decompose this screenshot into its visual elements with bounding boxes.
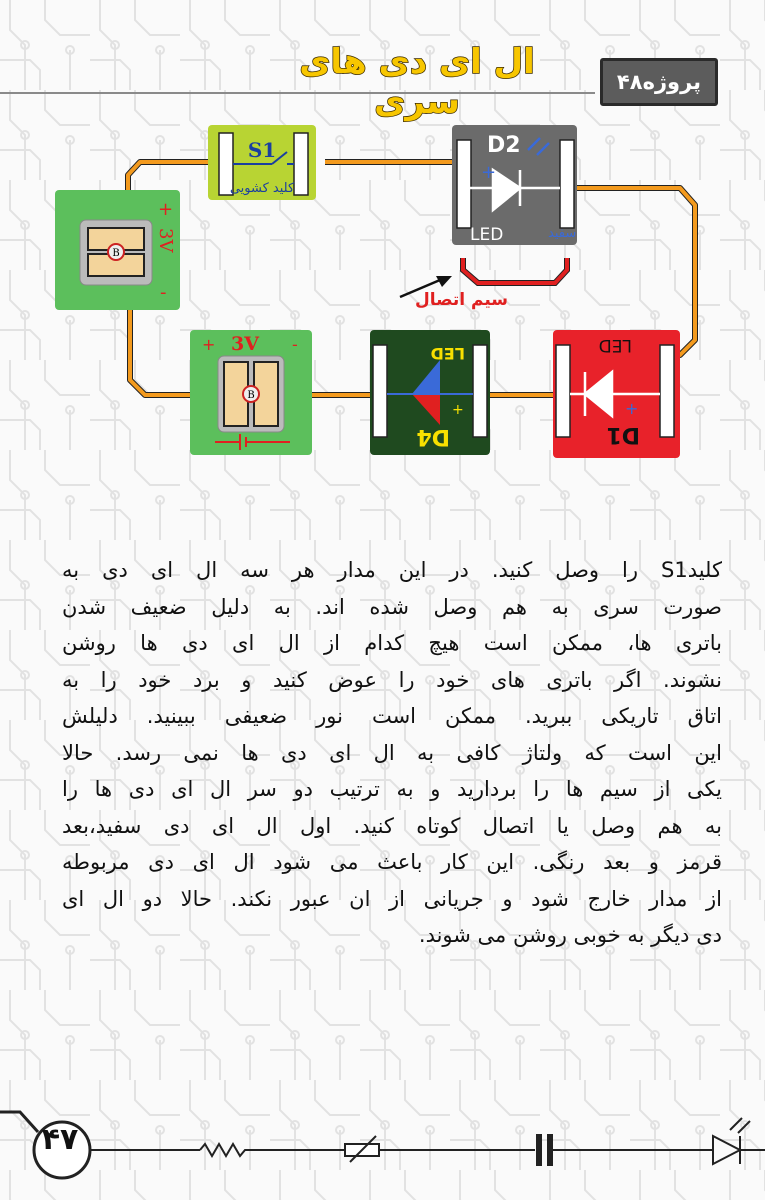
page-number: ۴۷: [41, 1122, 79, 1157]
battery-left-board: [55, 190, 180, 310]
diagram-label: سفید: [548, 226, 577, 241]
circuit-diagram: [0, 110, 765, 470]
diagram-label: +: [158, 199, 174, 220]
led-d2-board: [452, 125, 577, 245]
diagram-label: 3V: [231, 333, 259, 355]
switch-name: S1: [247, 138, 277, 162]
text-line: قرمز و بعد رنگی. این کار باعث می شود ال ای دی مربوطه: [62, 850, 722, 874]
led-symbol-icon: [713, 1118, 765, 1164]
diagram-label: D2: [487, 133, 521, 158]
text-line: این است که ولتاژ کافی به ال ای دی ها نمی رسد. حالا: [62, 740, 722, 765]
diagram-label: D1: [606, 422, 640, 447]
diagram-label: -: [292, 335, 298, 354]
text-line: دی دیگر به خوبی روشن می شوند.: [418, 923, 722, 947]
instructions-paragraph: [62, 552, 722, 954]
diagram-label: B: [112, 248, 120, 259]
diagram-label: +: [481, 162, 497, 183]
diagram-label: +: [452, 402, 464, 418]
page-title: ال ای دی های سری: [299, 42, 535, 122]
diagram-label: LED: [598, 335, 632, 355]
text-line: کلیدS1 را وصل کنید. در این مدار هر سه ال ای دی به: [62, 558, 722, 582]
led-d1-board: [553, 330, 680, 458]
project-badge: پروژه۴۸: [600, 58, 718, 106]
text-line: باتری ها، ممکن است هیچ کدام از ال ای دی ها روشن: [62, 631, 722, 655]
text-line: اتاق تاریکی ببرید. ممکن است نور ضعیفی ببینید. دلیلش: [62, 704, 722, 728]
battery-bottom-board: [190, 330, 312, 455]
diagram-label: +: [202, 335, 216, 354]
switch-s1-board: [208, 125, 316, 200]
led-d4-board: [370, 330, 490, 455]
text-line: به هم وصل یا اتصال کوتاه کنید. اول ال ای دی سفید،بعد: [62, 813, 722, 838]
text-line: از مدار خارج شود و جریانی از ان عبور نکند. حالا دو ال ای: [62, 886, 722, 911]
diagram-label: 3V: [155, 228, 176, 253]
diagram-label: D4: [416, 424, 450, 449]
diagram-label: -: [160, 282, 167, 303]
text-line: نشوند. اگر باتری های خود را عوض کنید و برد خود را به: [62, 667, 722, 692]
text-line: یکی از سیم ها را بردارید و به ترتیب دو سر ال ای دی ها را: [62, 777, 722, 801]
footer-circuit-line: [0, 1100, 765, 1200]
diagram-label: LED: [430, 344, 465, 363]
switch-label: کلید کشویی: [229, 181, 295, 196]
resistor-icon: [200, 1144, 345, 1156]
text-line: صورت سری به هم وصل شده اند. به دلیل ضعیف شدن: [62, 594, 722, 619]
jumper-wire: [463, 258, 567, 283]
diagram-label: +: [625, 399, 639, 418]
capacitor-icon: [536, 1134, 553, 1166]
diagram-label: LED: [470, 225, 504, 245]
diagram-label: B: [247, 390, 255, 401]
jumper-label: سیم اتصال: [415, 290, 509, 310]
